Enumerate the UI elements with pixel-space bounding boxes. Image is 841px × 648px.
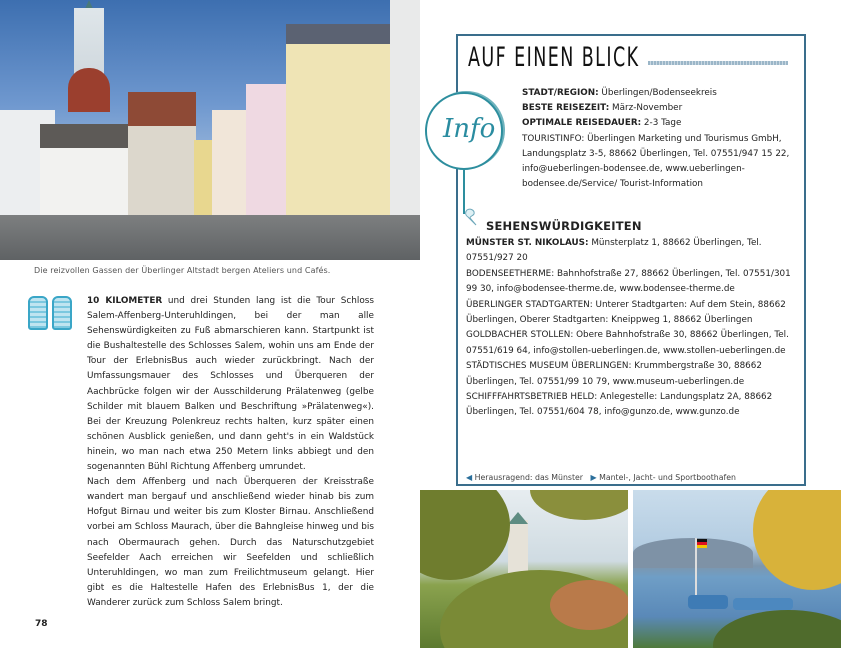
info-badge-label: Info — [443, 114, 496, 144]
building — [128, 92, 196, 220]
sightseeing-pin-icon — [464, 208, 478, 226]
photo-captions — [466, 473, 736, 482]
fact-item: OPTIMALE REISEDAUER: 2-3 Tage — [522, 118, 682, 129]
photo-caption: Die reizvollen Gassen der Überlinger Altstadt bergen Ateliers und Cafés. — [34, 266, 331, 275]
tour-paragraph-2: Nach dem Affenberg und nach Überqueren der Kreisstraße wandert man bergauf und anschließend wieder hinab bis zum Hofgut Birnau und weiter bis zum Kloster Birnau. Anschließend vorbei am Schloss Maurach, über die Bahngleise hinweg und bis nach Obermaurach gehen. Durch das Naturschutzgebiet Seefelder Aach erreichen wir Seefelden und schließlich Unteruhldingen, wo man zum Freilichtmuseum gelangt. Hier gibt es die Haltestelle Hafen des ErlebnisBus 1, der die Wanderer zurück zum Schloss Salem bringt. — [87, 477, 374, 608]
building — [212, 110, 248, 220]
tower-roof — [68, 68, 110, 112]
page-number: 78 — [35, 619, 48, 629]
right-page — [420, 0, 841, 648]
hero-photo-altstadt — [0, 0, 420, 260]
building — [40, 124, 130, 220]
sight-item: GOLDBACHER STOLLEN: Obere Bahnhofstraße 30, 88662 Überlingen, Tel. 07551/619 64, info@stollen-ueberlingen.de, www.stollen-ueberlingen.de — [466, 330, 789, 356]
facts-list — [522, 86, 802, 192]
fact-item: BESTE REISEZEIT: März-November — [522, 103, 683, 114]
sight-item: STÄDTISCHES MUSEUM ÜBERLINGEN: Krummbergstraße 30, 88662 Überlingen, Tel. 07551/99 10 79, www.museum-ueberlingen.de — [466, 361, 762, 387]
building — [390, 0, 420, 220]
tour-paragraph-1: 10 KILOMETER und drei Stunden lang ist die Tour Schloss Salem-Affenberg-Unteruhldingen, bei der man alle Sehenswürdigkeiten zu Fuß abmarschieren kann. Startpunkt ist die Bushaltestelle des Schlosses Salem, wohin uns am Ende der Tour der ErlebnisBus auch wieder zurückbringt. Nach der Umfassungsmauer des Schlosses und Überqueren der Aachbrücke folgen wir der Ausschilderung Prälatenweg (gelbe Schilder mit blauem Balken und Beschriftung »Prälatenweg«). Bei der Kreuzung Polenkreuz rechts halten, kurz später einen schönen Ausblick genießen, und dann geht's in ein Waldstück hinein, wo man nach etwa 250 Metern links abbiegt und den sogenannten Bühl Richtung Affenberg umrundet. — [87, 296, 374, 473]
box-title: AUF EINEN BLICK — [468, 42, 640, 73]
sight-item: BODENSEETHERME: Bahnhofstraße 27, 88662 Überlingen, Tel. 07551/301 99 30, info@bodensee-therme.de, www.bodensee-therme.de — [466, 268, 791, 295]
triangle-left-icon: ◀ — [466, 473, 473, 482]
caption-muenster: Herausragend: das Münster — [474, 473, 584, 482]
sights-title: SEHENSWÜRDIGKEITEN — [486, 219, 642, 233]
sights-list — [466, 236, 802, 421]
tour-lead: 10 KILOMETER — [87, 296, 163, 306]
building — [286, 24, 390, 220]
photo-harbor — [633, 490, 841, 648]
building — [246, 84, 288, 220]
caption-harbor: Mantel-, Jacht- und Sportboothafen — [599, 473, 736, 482]
sight-item: MÜNSTER ST. NIKOLAUS: Münsterplatz 1, 88662 Überlingen, Tel. 07551/927 20 — [466, 238, 762, 264]
tour-description — [87, 294, 374, 611]
fact-item: STADT/REGION: Überlingen/Bodenseekreis — [522, 88, 717, 98]
info-badge — [425, 92, 503, 170]
photo-muenster — [420, 490, 628, 648]
hiking-boots-icon — [28, 296, 74, 332]
fact-item: TOURISTINFO: Überlingen Marketing und Tourismus GmbH, Landungsplatz 3-5, 88662 Überlingen, Tel. 07551/947 15 22, info@ueberlingen-bodensee.de, www.ueberlingen-bodensee.de/Service/ Tourist-Information — [522, 133, 790, 190]
town-square — [0, 215, 420, 260]
sight-item: ÜBERLINGER STADTGARTEN: Unterer Stadtgarten: Auf dem Stein, 88662 Überlingen, Oberer Stadtgarten: Kneippweg 1, 88662 Überlingen — [466, 299, 786, 326]
triangle-right-icon: ▶ — [590, 473, 597, 482]
title-divider — [648, 61, 788, 65]
left-page — [0, 0, 420, 648]
sight-item: SCHIFFFAHRTSBETRIEB HELD: Anlegestelle: Landungsplatz 2A, 88662 Überlingen, Tel. 07551/604 78, info@gunzo.de, www.gunzo.de — [466, 392, 773, 418]
